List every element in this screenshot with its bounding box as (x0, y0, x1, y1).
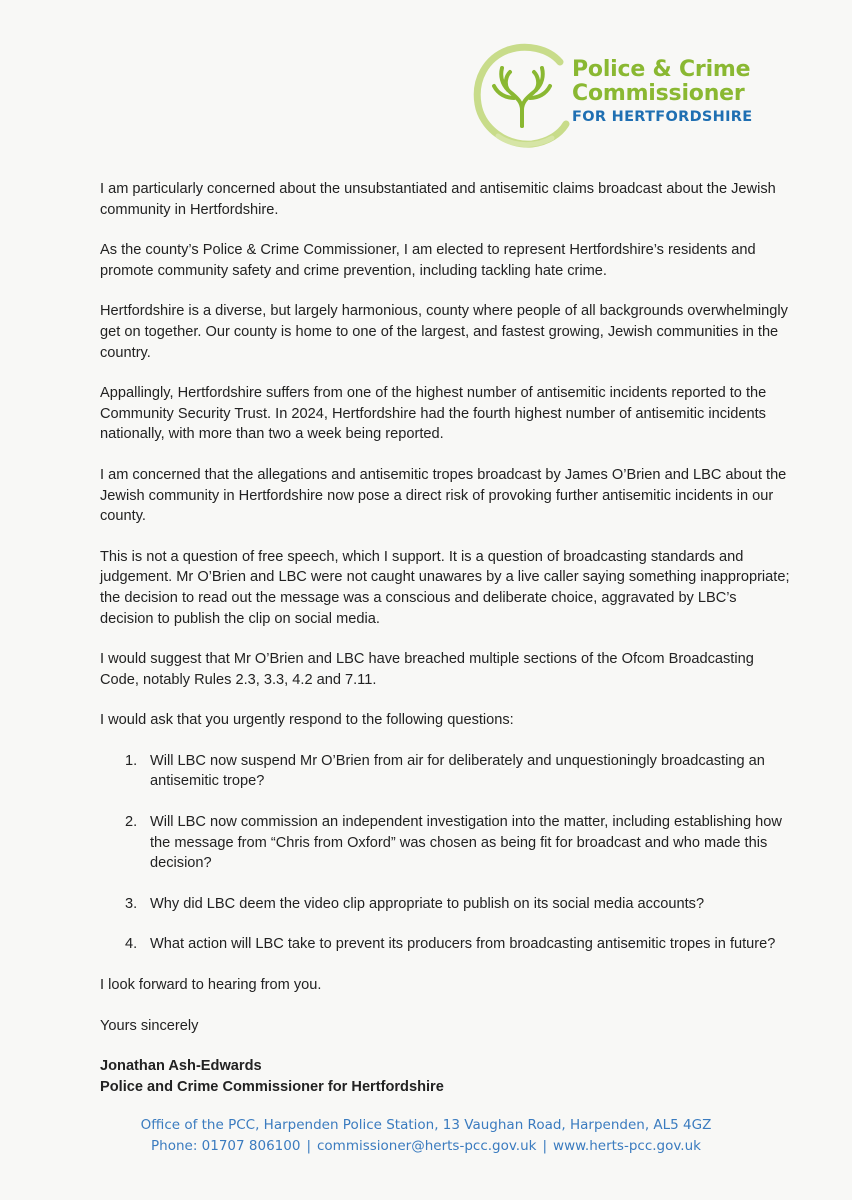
footer-separator: | (306, 1138, 311, 1154)
paragraph: This is not a question of free speech, which I support. It is a question of broadcasting standards and judgement. Mr O’Brien and LBC were not caught unawares by a live caller saying something inappropriate; the decision to read out the message was a conscious and deliberate choice, aggravated by LBC’s decision to publish the clip on social media. (100, 548, 790, 627)
question-text: Why did LBC deem the video clip appropriate to publish on its social media accounts? (150, 895, 705, 912)
closing-line: I look forward to hearing from you. (100, 977, 322, 994)
question-number: 4. (125, 936, 138, 953)
logo-line-3: FOR HERTFORDSHIRE (572, 109, 753, 125)
footer-address: Office of the PCC, Harpenden Police Station, 13 Vaughan Road, Harpenden, AL5 4GZ (140, 1117, 712, 1133)
footer-email-link[interactable]: commissioner@herts-pcc.gov.uk (317, 1138, 537, 1154)
paragraph: I would suggest that Mr O’Brien and LBC have breached multiple sections of the Ofcom Broadcasting Code, notably Rules 2.3, 3.3, 4.2 and 7.11. (100, 651, 754, 688)
footer-separator: | (542, 1138, 548, 1154)
paragraph: I would ask that you urgently respond to the following questions: (100, 712, 514, 729)
question-number: 3. (125, 895, 138, 912)
questions-list (100, 751, 790, 955)
logo-line-2: Commissioner (572, 81, 745, 106)
footer-phone: Phone: 01707 806100 (151, 1138, 301, 1154)
pcc-logo (468, 40, 768, 152)
letter-footer (0, 1115, 852, 1157)
question-item (100, 812, 790, 874)
letter-body (100, 179, 790, 1097)
paragraph: Hertfordshire is a diverse, but largely harmonious, county where people of all backgrounds overwhelmingly get on together. Our county is home to one of the largest, and fastest growing, Jewish communities in the country. (100, 303, 788, 361)
paragraph: Appallingly, Hertfordshire suffers from one of the highest number of antisemitic incidents reported to the Community Security Trust. In 2024, Hertfordshire had the fourth highest number of antisemitic incidents nationally, with more than two a week being reported. (100, 385, 767, 443)
logo-line-1: Police & Crime (572, 57, 751, 82)
question-item (100, 751, 790, 792)
paragraph: I am particularly concerned about the unsubstantiated and antisemitic claims broadcast about the Jewish community in Hertfordshire. (100, 181, 776, 218)
footer-contacts (0, 1136, 852, 1157)
stag-antlers-logo-icon (468, 40, 578, 150)
question-item (100, 894, 790, 915)
signature-block (100, 1056, 790, 1097)
question-item (100, 934, 790, 955)
question-text: What action will LBC take to prevent its producers from broadcasting antisemitic tropes in future? (150, 936, 776, 953)
question-text: Will LBC now commission an independent investigation into the matter, including establishing how the message from “Chris from Oxford” was chosen as being fit for broadcast and who made this decision? (150, 814, 782, 872)
question-number: 1. (125, 752, 138, 769)
paragraph: As the county’s Police & Crime Commissioner, I am elected to represent Hertfordshire’s residents and promote community safety and crime prevention, including tackling hate crime. (100, 242, 756, 279)
signoff: Yours sincerely (100, 1017, 199, 1034)
paragraph: I am concerned that the allegations and antisemitic tropes broadcast by James O’Brien and LBC about the Jewish community in Hertfordshire now pose a direct risk of provoking further antisemitic incidents in our county. (100, 466, 787, 525)
footer-website-link[interactable]: www.herts-pcc.gov.uk (553, 1138, 701, 1154)
question-number: 2. (125, 814, 138, 831)
logo-wordmark (572, 58, 752, 128)
signatory-title: Police and Crime Commissioner for Hertfordshire (100, 1078, 444, 1095)
signatory-name: Jonathan Ash-Edwards (100, 1058, 262, 1075)
question-text: Will LBC now suspend Mr O’Brien from air for deliberately and unquestioningly broadcasting an antisemitic trope? (150, 752, 765, 790)
